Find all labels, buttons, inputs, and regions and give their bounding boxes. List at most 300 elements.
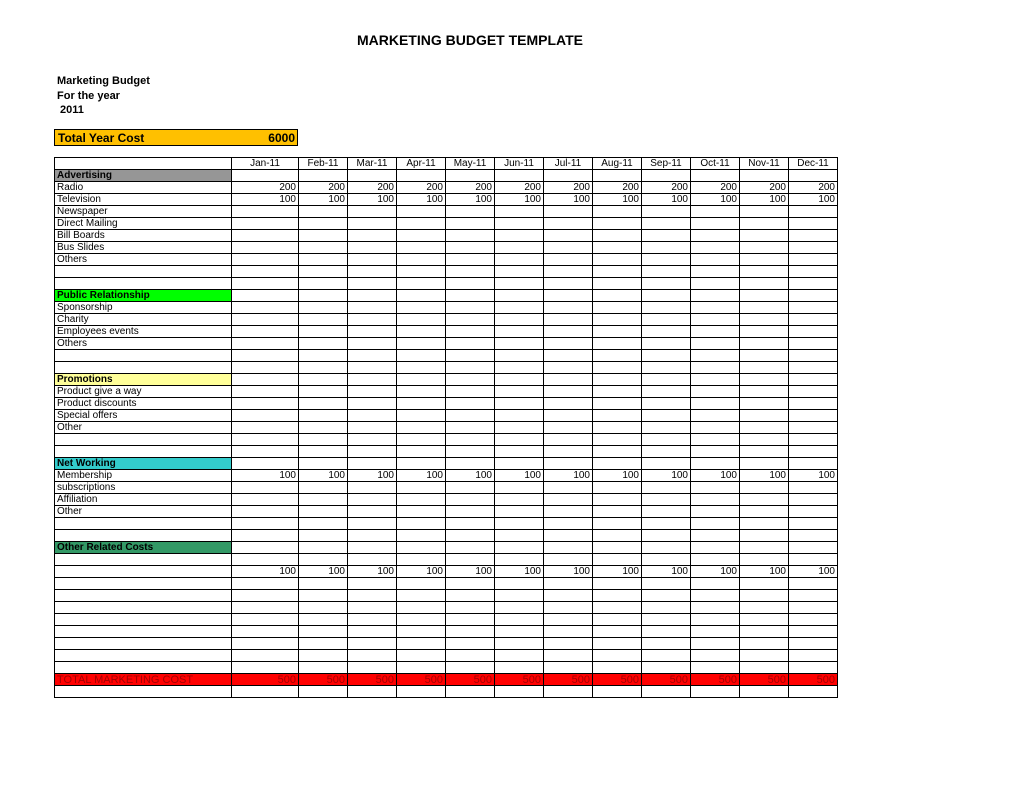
value-cell[interactable] [740,362,789,374]
value-cell[interactable]: 100 [691,194,740,206]
value-cell[interactable]: 200 [642,182,691,194]
value-cell[interactable] [789,686,838,698]
value-cell[interactable] [544,506,593,518]
value-cell[interactable] [495,650,544,662]
row-label[interactable]: Product give a way [55,386,232,398]
month-header[interactable]: Dec-11 [789,158,838,170]
value-cell[interactable] [789,422,838,434]
value-cell[interactable] [232,410,299,422]
value-cell[interactable] [691,374,740,386]
value-cell[interactable] [232,266,299,278]
value-cell[interactable]: 100 [740,194,789,206]
row-label[interactable] [55,530,232,542]
value-cell[interactable] [348,422,397,434]
value-cell[interactable] [348,494,397,506]
value-cell[interactable]: 200 [593,182,642,194]
value-cell[interactable] [740,602,789,614]
value-cell[interactable] [642,650,691,662]
value-cell[interactable] [446,302,495,314]
value-cell[interactable] [232,590,299,602]
value-cell[interactable] [789,578,838,590]
value-cell[interactable] [348,650,397,662]
value-cell[interactable]: 100 [446,194,495,206]
value-cell[interactable] [348,638,397,650]
value-cell[interactable] [232,494,299,506]
value-cell[interactable] [397,554,446,566]
value-cell[interactable] [740,218,789,230]
value-cell[interactable] [740,266,789,278]
value-cell[interactable] [446,242,495,254]
value-cell[interactable]: 200 [232,182,299,194]
value-cell[interactable] [544,458,593,470]
value-cell[interactable]: 100 [397,194,446,206]
value-cell[interactable] [397,254,446,266]
row-label[interactable]: Promotions [55,374,232,386]
month-header[interactable]: Aug-11 [593,158,642,170]
value-cell[interactable]: 100 [299,194,348,206]
value-cell[interactable] [544,434,593,446]
row-label[interactable]: Sponsorship [55,302,232,314]
value-cell[interactable] [232,518,299,530]
value-cell[interactable] [232,206,299,218]
value-cell[interactable] [691,254,740,266]
value-cell[interactable] [642,614,691,626]
value-cell[interactable] [232,422,299,434]
value-cell[interactable] [642,350,691,362]
row-label[interactable]: Other [55,422,232,434]
value-cell[interactable] [642,554,691,566]
value-cell[interactable] [446,206,495,218]
value-cell[interactable] [691,206,740,218]
value-cell[interactable] [397,302,446,314]
row-label[interactable]: Bus Slides [55,242,232,254]
value-cell[interactable] [348,266,397,278]
value-cell[interactable] [299,362,348,374]
value-cell[interactable] [593,482,642,494]
value-cell[interactable] [544,422,593,434]
value-cell[interactable] [495,530,544,542]
value-cell[interactable] [544,518,593,530]
row-label[interactable]: Bill Boards [55,230,232,242]
value-cell[interactable] [642,302,691,314]
value-cell[interactable] [397,602,446,614]
row-label[interactable] [55,626,232,638]
value-cell[interactable] [789,650,838,662]
value-cell[interactable] [495,410,544,422]
value-cell[interactable] [593,290,642,302]
value-cell[interactable] [544,554,593,566]
value-cell[interactable] [740,422,789,434]
value-cell[interactable] [593,386,642,398]
value-cell[interactable] [299,206,348,218]
value-cell[interactable] [593,254,642,266]
value-cell[interactable] [299,230,348,242]
value-cell[interactable] [348,506,397,518]
value-cell[interactable] [544,302,593,314]
value-cell[interactable] [495,230,544,242]
value-cell[interactable] [397,410,446,422]
row-label[interactable] [55,650,232,662]
value-cell[interactable] [446,530,495,542]
value-cell[interactable] [446,278,495,290]
value-cell[interactable] [691,350,740,362]
value-cell[interactable] [691,494,740,506]
value-cell[interactable] [642,662,691,674]
value-cell[interactable] [642,410,691,422]
value-cell[interactable] [691,386,740,398]
value-cell[interactable] [642,638,691,650]
value-cell[interactable] [740,554,789,566]
value-cell[interactable] [544,290,593,302]
value-cell[interactable] [397,290,446,302]
value-cell[interactable] [348,350,397,362]
value-cell[interactable] [348,590,397,602]
value-cell[interactable]: 100 [348,470,397,482]
value-cell[interactable] [348,206,397,218]
value-cell[interactable] [789,386,838,398]
value-cell[interactable] [446,626,495,638]
value-cell[interactable] [691,302,740,314]
value-cell[interactable] [789,254,838,266]
value-cell[interactable] [348,602,397,614]
value-cell[interactable]: 100 [593,470,642,482]
value-cell[interactable] [232,626,299,638]
month-header[interactable]: Feb-11 [299,158,348,170]
value-cell[interactable] [789,458,838,470]
value-cell[interactable] [495,518,544,530]
value-cell[interactable] [544,626,593,638]
value-cell[interactable] [397,458,446,470]
value-cell[interactable] [642,170,691,182]
row-label[interactable]: Net Working [55,458,232,470]
value-cell[interactable] [299,170,348,182]
value-cell[interactable] [789,554,838,566]
month-header[interactable]: Nov-11 [740,158,789,170]
value-cell[interactable] [348,662,397,674]
row-label[interactable]: Affiliation [55,494,232,506]
value-cell[interactable] [232,662,299,674]
value-cell[interactable] [642,290,691,302]
value-cell[interactable] [642,206,691,218]
value-cell[interactable] [232,314,299,326]
value-cell[interactable] [593,446,642,458]
value-cell[interactable]: 100 [544,470,593,482]
value-cell[interactable] [348,482,397,494]
value-cell[interactable] [232,638,299,650]
value-cell[interactable] [348,578,397,590]
value-cell[interactable] [299,494,348,506]
value-cell[interactable] [397,686,446,698]
value-cell[interactable] [232,650,299,662]
value-cell[interactable] [495,614,544,626]
value-cell[interactable]: 500 [544,674,593,686]
row-label[interactable]: Other Related Costs [55,542,232,554]
value-cell[interactable] [446,290,495,302]
value-cell[interactable] [397,662,446,674]
value-cell[interactable] [495,662,544,674]
value-cell[interactable] [642,338,691,350]
value-cell[interactable] [740,338,789,350]
row-label[interactable]: Radio [55,182,232,194]
value-cell[interactable]: 500 [789,674,838,686]
value-cell[interactable] [446,650,495,662]
value-cell[interactable] [232,398,299,410]
value-cell[interactable]: 100 [299,470,348,482]
value-cell[interactable] [642,590,691,602]
value-cell[interactable] [299,410,348,422]
value-cell[interactable] [642,518,691,530]
value-cell[interactable] [232,542,299,554]
value-cell[interactable] [789,506,838,518]
value-cell[interactable] [691,326,740,338]
value-cell[interactable] [299,374,348,386]
value-cell[interactable] [232,602,299,614]
row-label[interactable] [55,614,232,626]
value-cell[interactable] [232,386,299,398]
value-cell[interactable] [740,302,789,314]
value-cell[interactable] [642,218,691,230]
value-cell[interactable] [642,386,691,398]
value-cell[interactable] [642,530,691,542]
value-cell[interactable] [544,362,593,374]
value-cell[interactable] [544,170,593,182]
value-cell[interactable] [789,350,838,362]
value-cell[interactable] [691,290,740,302]
row-label[interactable] [55,686,232,698]
value-cell[interactable] [740,578,789,590]
row-label[interactable]: Others [55,338,232,350]
value-cell[interactable] [740,398,789,410]
value-cell[interactable] [789,614,838,626]
value-cell[interactable] [299,434,348,446]
value-cell[interactable] [397,482,446,494]
month-header[interactable]: Jan-11 [232,158,299,170]
value-cell[interactable] [348,626,397,638]
value-cell[interactable] [740,410,789,422]
value-cell[interactable] [789,638,838,650]
value-cell[interactable] [446,170,495,182]
value-cell[interactable] [397,386,446,398]
value-cell[interactable] [348,230,397,242]
row-label[interactable]: Charity [55,314,232,326]
value-cell[interactable] [740,530,789,542]
value-cell[interactable] [544,602,593,614]
value-cell[interactable] [232,254,299,266]
value-cell[interactable] [544,326,593,338]
value-cell[interactable]: 100 [446,566,495,578]
value-cell[interactable] [495,206,544,218]
value-cell[interactable] [593,218,642,230]
value-cell[interactable] [348,218,397,230]
row-label[interactable]: Direct Mailing [55,218,232,230]
value-cell[interactable] [446,326,495,338]
value-cell[interactable] [740,326,789,338]
value-cell[interactable] [299,518,348,530]
value-cell[interactable] [446,398,495,410]
value-cell[interactable] [740,542,789,554]
value-cell[interactable]: 500 [397,674,446,686]
value-cell[interactable] [740,506,789,518]
value-cell[interactable] [299,638,348,650]
value-cell[interactable] [397,326,446,338]
value-cell[interactable] [642,458,691,470]
value-cell[interactable] [232,434,299,446]
value-cell[interactable] [397,614,446,626]
value-cell[interactable] [446,338,495,350]
value-cell[interactable] [495,326,544,338]
value-cell[interactable] [495,302,544,314]
value-cell[interactable] [348,170,397,182]
value-cell[interactable] [691,278,740,290]
value-cell[interactable] [691,266,740,278]
value-cell[interactable] [495,554,544,566]
value-cell[interactable]: 100 [232,194,299,206]
value-cell[interactable]: 100 [642,470,691,482]
value-cell[interactable] [593,242,642,254]
value-cell[interactable] [299,350,348,362]
value-cell[interactable] [446,518,495,530]
value-cell[interactable] [691,338,740,350]
value-cell[interactable] [299,314,348,326]
value-cell[interactable] [544,206,593,218]
value-cell[interactable] [740,458,789,470]
value-cell[interactable] [495,350,544,362]
value-cell[interactable] [446,254,495,266]
value-cell[interactable] [691,410,740,422]
value-cell[interactable] [348,446,397,458]
value-cell[interactable] [446,662,495,674]
value-cell[interactable]: 100 [446,470,495,482]
value-cell[interactable] [691,602,740,614]
month-header[interactable]: Oct-11 [691,158,740,170]
value-cell[interactable] [495,170,544,182]
value-cell[interactable] [691,686,740,698]
value-cell[interactable] [232,362,299,374]
value-cell[interactable]: 100 [544,194,593,206]
value-cell[interactable] [299,458,348,470]
value-cell[interactable] [397,542,446,554]
value-cell[interactable] [544,350,593,362]
month-header[interactable]: May-11 [446,158,495,170]
value-cell[interactable] [691,638,740,650]
value-cell[interactable] [544,542,593,554]
value-cell[interactable] [642,230,691,242]
value-cell[interactable] [232,374,299,386]
value-cell[interactable] [446,614,495,626]
value-cell[interactable] [789,374,838,386]
value-cell[interactable] [789,542,838,554]
value-cell[interactable] [495,422,544,434]
value-cell[interactable] [495,446,544,458]
value-cell[interactable] [348,242,397,254]
value-cell[interactable] [740,482,789,494]
value-cell[interactable] [789,398,838,410]
value-cell[interactable]: 500 [740,674,789,686]
value-cell[interactable] [691,662,740,674]
value-cell[interactable] [740,290,789,302]
value-cell[interactable] [691,362,740,374]
value-cell[interactable] [397,398,446,410]
value-cell[interactable] [446,266,495,278]
row-label[interactable] [55,578,232,590]
value-cell[interactable] [495,578,544,590]
value-cell[interactable] [544,638,593,650]
value-cell[interactable] [691,518,740,530]
row-label[interactable] [55,638,232,650]
row-label[interactable]: Product discounts [55,398,232,410]
value-cell[interactable]: 500 [232,674,299,686]
value-cell[interactable] [397,650,446,662]
value-cell[interactable]: 500 [593,674,642,686]
value-cell[interactable] [593,578,642,590]
value-cell[interactable] [299,422,348,434]
value-cell[interactable] [691,554,740,566]
value-cell[interactable] [642,482,691,494]
value-cell[interactable] [740,446,789,458]
value-cell[interactable] [446,410,495,422]
value-cell[interactable] [495,458,544,470]
value-cell[interactable] [348,458,397,470]
value-cell[interactable] [348,542,397,554]
value-cell[interactable] [299,554,348,566]
value-cell[interactable]: 100 [740,566,789,578]
value-cell[interactable]: 100 [691,470,740,482]
value-cell[interactable] [789,446,838,458]
value-cell[interactable]: 200 [740,182,789,194]
value-cell[interactable] [789,218,838,230]
value-cell[interactable] [232,530,299,542]
value-cell[interactable] [740,650,789,662]
value-cell[interactable] [299,326,348,338]
value-cell[interactable] [446,578,495,590]
value-cell[interactable] [348,434,397,446]
row-label[interactable] [55,278,232,290]
value-cell[interactable] [544,374,593,386]
value-cell[interactable] [789,170,838,182]
row-label[interactable] [55,158,232,170]
value-cell[interactable] [495,494,544,506]
value-cell[interactable] [789,302,838,314]
value-cell[interactable]: 100 [789,470,838,482]
value-cell[interactable] [446,374,495,386]
value-cell[interactable] [642,254,691,266]
value-cell[interactable] [299,626,348,638]
value-cell[interactable] [232,578,299,590]
row-label[interactable] [55,566,232,578]
value-cell[interactable]: 100 [642,566,691,578]
value-cell[interactable] [544,662,593,674]
value-cell[interactable] [299,686,348,698]
value-cell[interactable] [544,278,593,290]
row-label[interactable] [55,434,232,446]
value-cell[interactable] [446,494,495,506]
value-cell[interactable]: 100 [348,566,397,578]
value-cell[interactable] [446,434,495,446]
value-cell[interactable] [397,578,446,590]
value-cell[interactable] [299,662,348,674]
value-cell[interactable] [789,278,838,290]
value-cell[interactable] [789,338,838,350]
value-cell[interactable] [495,506,544,518]
value-cell[interactable] [691,422,740,434]
value-cell[interactable] [740,374,789,386]
value-cell[interactable] [544,398,593,410]
value-cell[interactable] [642,362,691,374]
value-cell[interactable] [691,458,740,470]
value-cell[interactable] [397,494,446,506]
value-cell[interactable] [446,506,495,518]
value-cell[interactable] [740,614,789,626]
